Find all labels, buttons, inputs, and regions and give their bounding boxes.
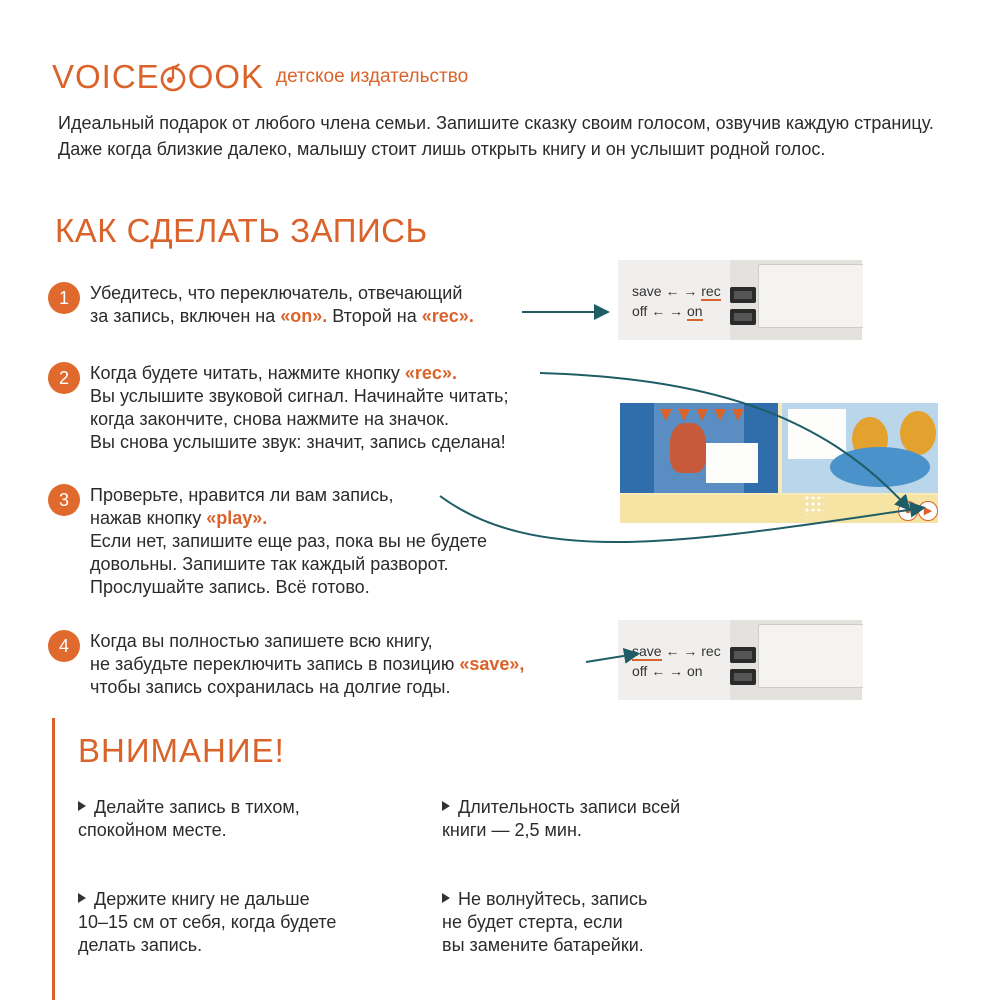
step-line: Вы снова услышите звук: значит, запись сделана!	[90, 432, 506, 452]
arrow-step2-to-rec-button	[540, 373, 908, 508]
tip-batteries: Не волнуйтесь, запись не будет стерта, если вы замените батарейки.	[442, 889, 648, 955]
selected-rec: rec	[701, 283, 721, 299]
step-line: Когда вы полностью запишете всю книгу,	[90, 631, 433, 651]
intro-paragraph: Идеальный подарок от любого члена семьи. Запишите сказку своим голосом, озвучив каждую страницу. Даже когда близкие далеко, малышу стоит лишь открыть книгу и он услышит родной голос.	[58, 113, 934, 159]
bullet-triangle-icon	[78, 893, 86, 903]
tagline: детское издательство	[276, 66, 469, 87]
switch-row-save-rec: save ← → rec	[632, 643, 721, 659]
play-button-icon: ▶	[918, 501, 938, 521]
step-line: когда закончите, снова нажмите на значок.	[90, 409, 449, 429]
howto-title: КАК СДЕЛАТЬ ЗАПИСЬ	[55, 212, 428, 249]
arrow-step4-to-switch	[586, 654, 636, 662]
highlight-rec: «rec».	[421, 306, 474, 326]
step-line: Когда будете читать, нажмите кнопку «rec».	[90, 363, 457, 383]
logo-text-right: OOK	[187, 58, 265, 95]
step-line: довольны. Запишите так каждый разворот.	[90, 554, 449, 574]
step-number-badge: 4	[48, 630, 80, 662]
highlight-play: «play».	[206, 508, 268, 528]
bullet-triangle-icon	[442, 893, 450, 903]
arrow-step3-to-play-button	[440, 496, 922, 542]
step-line: Если нет, запишите еще раз, пока вы не будете	[90, 531, 488, 551]
switch-row-off-on: off ← → on	[632, 303, 703, 319]
step-line: Вы услышите звуковой сигнал. Начинайте читать;	[90, 386, 509, 406]
attention-accent-bar	[52, 718, 55, 1000]
highlight-save: «save»,	[459, 654, 525, 674]
step-line: нажав кнопку «play».	[90, 508, 268, 528]
step-line: чтобы запись сохранилась на долгие годы.	[90, 677, 451, 697]
step-number-badge: 2	[48, 362, 80, 394]
bullet-triangle-icon	[442, 801, 450, 811]
tip-duration: Длительность записи всей книги — 2,5 мин.	[442, 797, 681, 840]
step-line: Проверьте, нравится ли вам запись,	[90, 485, 394, 505]
logo-text-left: VOICE	[52, 58, 160, 95]
step-line: Прослушайте запись. Всё готово.	[90, 577, 370, 597]
step-line: Убедитесь, что переключатель, отвечающий	[90, 283, 463, 303]
switch-row-save-rec: save ← → rec	[632, 283, 721, 299]
selected-on: on	[686, 303, 703, 319]
switch-row-off-on: off ← → on	[632, 663, 703, 679]
bullet-triangle-icon	[78, 801, 86, 811]
highlight-rec: «rec».	[404, 363, 457, 383]
tip-distance: Держите книгу не дальше 10–15 см от себя, когда будете делать запись.	[78, 889, 337, 955]
step-number-badge: 1	[48, 282, 80, 314]
step-line: не забудьте переключить запись в позицию «save»,	[90, 654, 525, 674]
step-line: за запись, включен на «on». Второй на «rec».	[90, 306, 474, 326]
highlight-on: «on».	[280, 306, 328, 326]
tip-quiet-place: Делайте запись в тихом, спокойном месте.	[78, 797, 300, 840]
rec-button-icon: ●	[898, 501, 918, 521]
attention-title: ВНИМАНИЕ!	[78, 732, 285, 769]
step-number-badge: 3	[48, 484, 80, 516]
selected-save: save	[632, 643, 662, 659]
